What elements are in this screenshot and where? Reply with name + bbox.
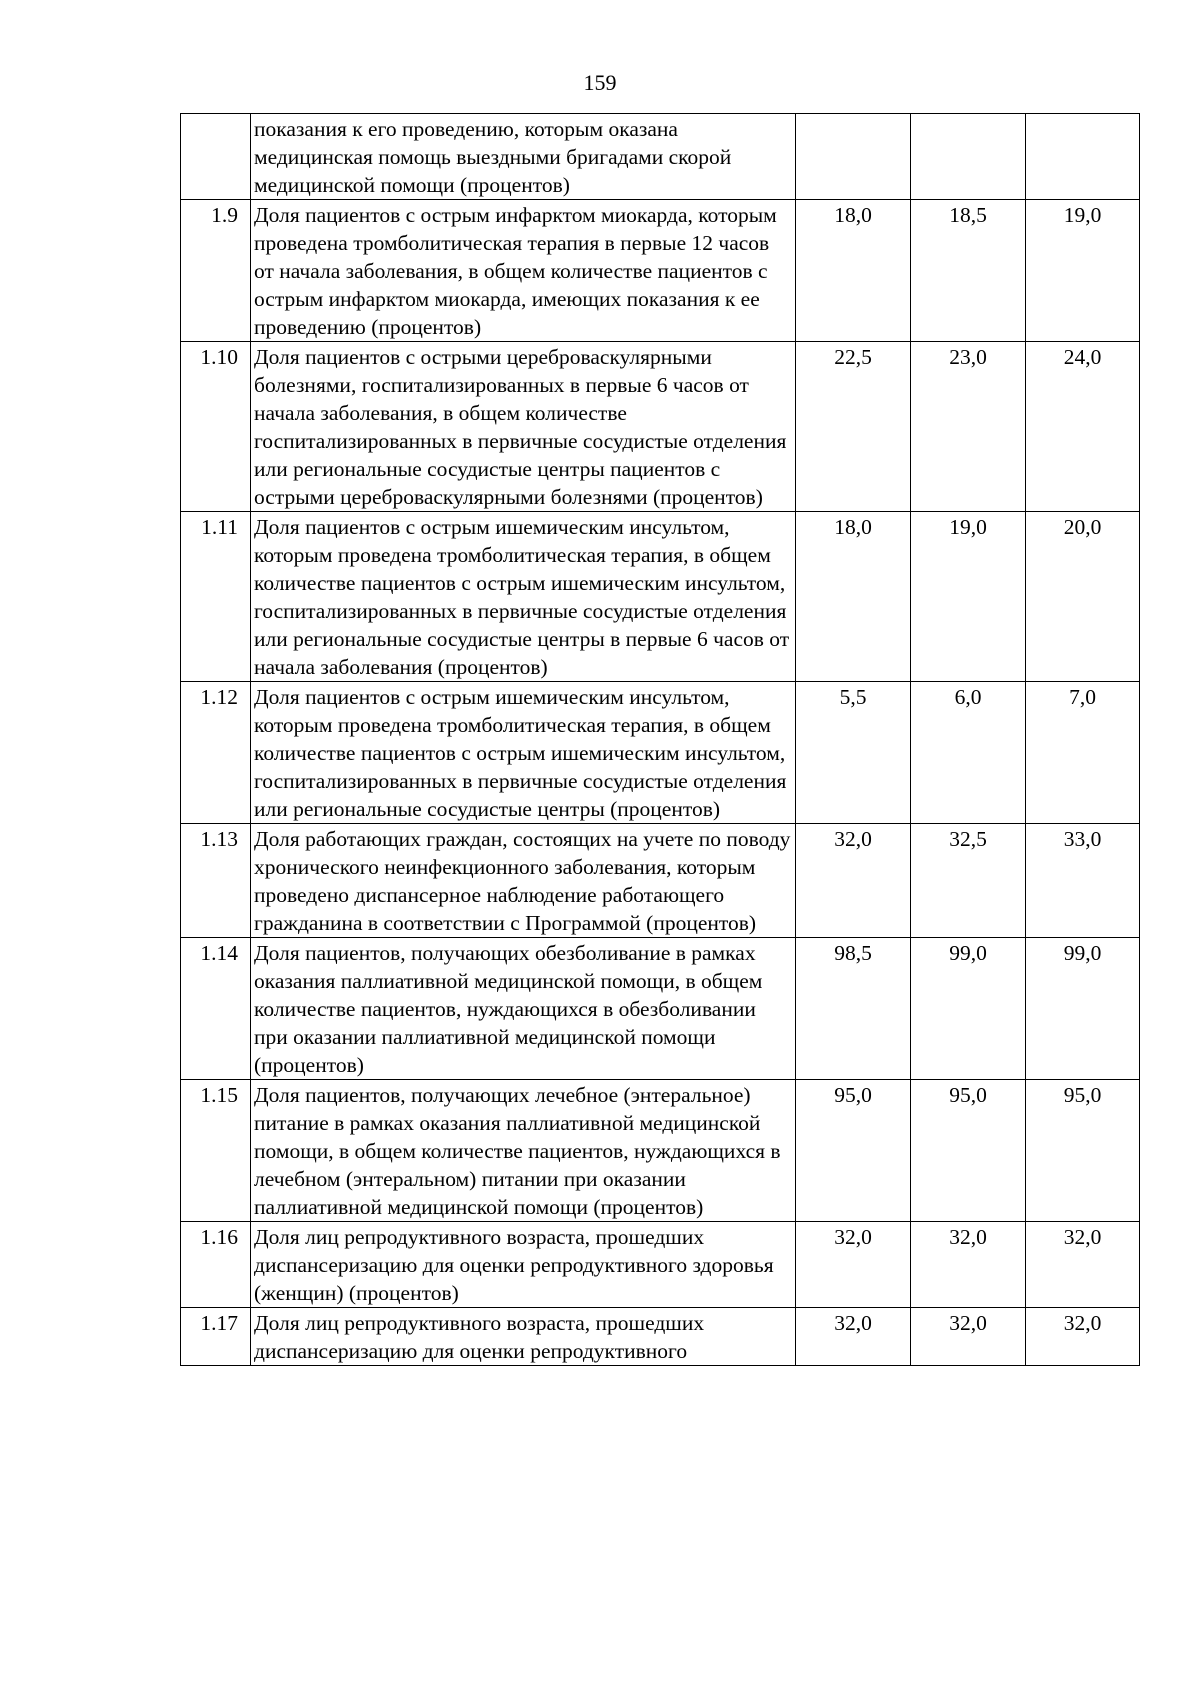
value-col-1: 5,5 [796,682,911,824]
value-col-1: 18,0 [796,512,911,682]
value-col-3: 95,0 [1026,1080,1140,1222]
table-row [181,512,1140,682]
value-col-2: 95,0 [911,1080,1026,1222]
value-col-1: 18,0 [796,200,911,342]
value-col-1: 98,5 [796,938,911,1080]
indicator-description: Доля пациентов, получающих лечебное (энтеральное) питание в рамках оказания паллиативной медицинской помощи, в общем количестве пациентов, нуждающихся в лечебном (энтеральном) питании при оказании паллиативной медицинской помощи (процентов) [251,1080,796,1222]
indicator-description: Доля пациентов с острым ишемическим инсультом, которым проведена тромболитическая терапия, в общем количестве пациентов с острым ишемическим инсультом, госпитализированных в первичные сосудистые отделения или региональные сосудистые центры в первые 6 часов от начала заболевания (процентов) [251,512,796,682]
value-col-1: 22,5 [796,342,911,512]
table-row [181,1080,1140,1222]
row-number: 1.12 [181,682,251,824]
indicator-description: Доля пациентов с острыми цереброваскулярными болезнями, госпитализированных в первые 6 часов от начала заболевания, в общем количестве госпитализированных в первичные сосудистые отделения или региональные сосудистые центры пациентов с острыми цереброваскулярными болезнями (процентов) [251,342,796,512]
value-col-3: 20,0 [1026,512,1140,682]
row-number: 1.15 [181,1080,251,1222]
indicator-description: Доля пациентов с острым ишемическим инсультом, которым проведена тромболитическая терапия, в общем количестве пациентов с острым ишемическим инсультом, госпитализированных в первичные сосудистые отделения или региональные сосудистые центры (процентов) [251,682,796,824]
indicator-description: Доля лиц репродуктивного возраста, прошедших диспансеризацию для оценки репродуктивного здоровья (женщин) (процентов) [251,1222,796,1308]
indicator-description: Доля работающих граждан, состоящих на учете по поводу хронического неинфекционного заболевания, которым проведено диспансерное наблюдение работающего гражданина в соответствии с Программой (процентов) [251,824,796,938]
row-number: 1.9 [181,200,251,342]
table-row [181,824,1140,938]
value-col-3: 7,0 [1026,682,1140,824]
table-row [181,200,1140,342]
page-number: 159 [583,70,617,95]
value-col-3: 99,0 [1026,938,1140,1080]
row-number: 1.10 [181,342,251,512]
value-col-1: 32,0 [796,824,911,938]
value-col-3 [1026,114,1140,200]
value-col-3: 33,0 [1026,824,1140,938]
row-number: 1.11 [181,512,251,682]
row-number: 1.13 [181,824,251,938]
value-col-3: 32,0 [1026,1222,1140,1308]
table-row [181,1222,1140,1308]
indicators-table [180,113,1140,1366]
value-col-2: 18,5 [911,200,1026,342]
value-col-1: 95,0 [796,1080,911,1222]
value-col-1: 32,0 [796,1222,911,1308]
value-col-2 [911,114,1026,200]
value-col-2: 32,0 [911,1222,1026,1308]
row-number [181,114,251,200]
value-col-2: 32,0 [911,1308,1026,1366]
value-col-3: 32,0 [1026,1308,1140,1366]
table-row [181,938,1140,1080]
value-col-1 [796,114,911,200]
row-number: 1.14 [181,938,251,1080]
value-col-1: 32,0 [796,1308,911,1366]
value-col-2: 99,0 [911,938,1026,1080]
value-col-2: 23,0 [911,342,1026,512]
indicator-description: показания к его проведению, которым оказана медицинская помощь выездными бригадами скорой медицинской помощи (процентов) [251,114,796,200]
table-row [181,682,1140,824]
value-col-3: 19,0 [1026,200,1140,342]
indicator-description: Доля пациентов с острым инфарктом миокарда, которым проведена тромболитическая терапия в первые 12 часов от начала заболевания, в общем количестве пациентов с острым инфарктом миокарда, имеющих показания к ее проведению (процентов) [251,200,796,342]
row-number: 1.17 [181,1308,251,1366]
table-row [181,1308,1140,1366]
table-row [181,114,1140,200]
indicator-description: Доля лиц репродуктивного возраста, прошедших диспансеризацию для оценки репродуктивного [251,1308,796,1366]
value-col-2: 6,0 [911,682,1026,824]
value-col-3: 24,0 [1026,342,1140,512]
row-number: 1.16 [181,1222,251,1308]
value-col-2: 32,5 [911,824,1026,938]
value-col-2: 19,0 [911,512,1026,682]
indicator-description: Доля пациентов, получающих обезболивание в рамках оказания паллиативной медицинской помощи, в общем количестве пациентов, нуждающихся в обезболивании при оказании паллиативной медицинской помощи (процентов) [251,938,796,1080]
table-row [181,342,1140,512]
